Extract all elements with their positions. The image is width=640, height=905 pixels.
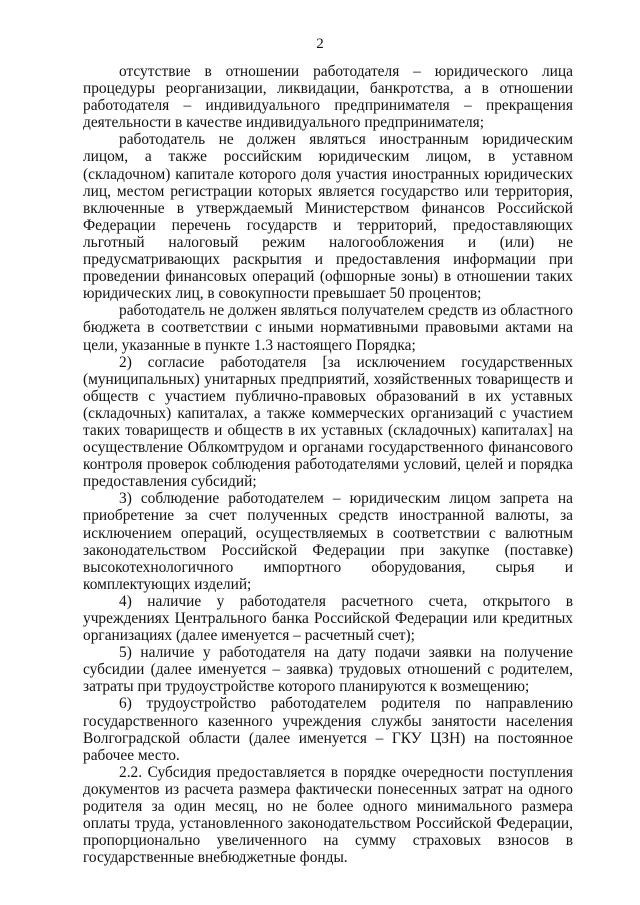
- paragraph-item-5-labor-relations: 5) наличие у работодателя на дату подачи заявки на получение субсидии (далее именуется – заявка) трудовых отношений с родителем, затраты при трудоустройстве которого планируются к возмещению;: [83, 644, 573, 696]
- paragraph-not-foreign-entity: работодатель не должен являться иностранным юридическим лицом, а также российским юридическим лицом, в уставном (складочном) капитале которого доля участия иностранных юридических лиц, местом регистрации которых является государство или территория, включенные в утверждаемый Министерством финансов Российской Федерации перечень государств и территорий, предоставляющих льготный налоговый режим налогообложения и (или) не предусматривающих раскрытия и предоставления информации при проведении финансовых операций (офшорные зоны) в отношении таких юридических лиц, в совокупности превышает 50 процентов;: [83, 131, 573, 303]
- paragraph-no-reorganization: отсутствие в отношении работодателя – юридического лица процедуры реорганизации, ликвидации, банкротства, а в отношении работодателя – индивидуального предпринимателя – прекращения деятельности в качестве индивидуального предпринимателя;: [83, 63, 573, 132]
- document-body: [83, 63, 573, 866]
- paragraph-item-2-consent: 2) согласие работодателя [за исключением государственных (муниципальных) унитарных предприятий, хозяйственных товариществ и обществ с участием публично-правовых образований в их уставных (складочных) капиталах, а также коммерческих организаций с участием таких товариществ и обществ в их уставных (складочных) капиталах] на осуществление Облкомтрудом и органами государственного финансового контроля проверок соблюдения работодателями условий, целей и порядка предоставления субсидий;: [83, 353, 573, 491]
- paragraph-2-2-subsidy: 2.2. Субсидия предоставляется в порядке очередности поступления документов из расчета размера фактически понесенных затрат на одного родителя за один месяц, но не более одного минимального размера оплаты труда, установленного законодательством Российской Федерации, пропорционально увеличенного на сумму страховых взносов в государственные внебюджетные фонды.: [83, 763, 573, 867]
- paragraph-item-3-currency-ban: 3) соблюдение работодателем – юридическим лицом запрета на приобретение за счет полученных средств иностранной валюты, за исключением операций, осуществляемых в соответствии с валютным законодательством Российской Федерации при закупке (поставке) высокотехнологичного импортного оборудования, сырья и комплектующих изделий;: [83, 490, 573, 593]
- paragraph-item-6-employment: 6) трудоустройство работодателем родителя по направлению государственного казенного учреждения службы занятости населения Волгоградской области (далее именуется – ГКУ ЦЗН) на постоянное рабочее место.: [83, 695, 573, 764]
- paragraph-not-budget-recipient: работодатель не должен являться получателем средств из областного бюджета в соответствии с иными нормативными правовыми актами на цели, указанные в пункте 1.3 настоящего Порядка;: [83, 302, 573, 354]
- page-number: 2: [316, 36, 324, 52]
- paragraph-item-4-bank-account: 4) наличие у работодателя расчетного счета, открытого в учреждениях Центрального банка Российской Федерации или кредитных организациях (далее именуется – расчетный счет);: [83, 592, 573, 645]
